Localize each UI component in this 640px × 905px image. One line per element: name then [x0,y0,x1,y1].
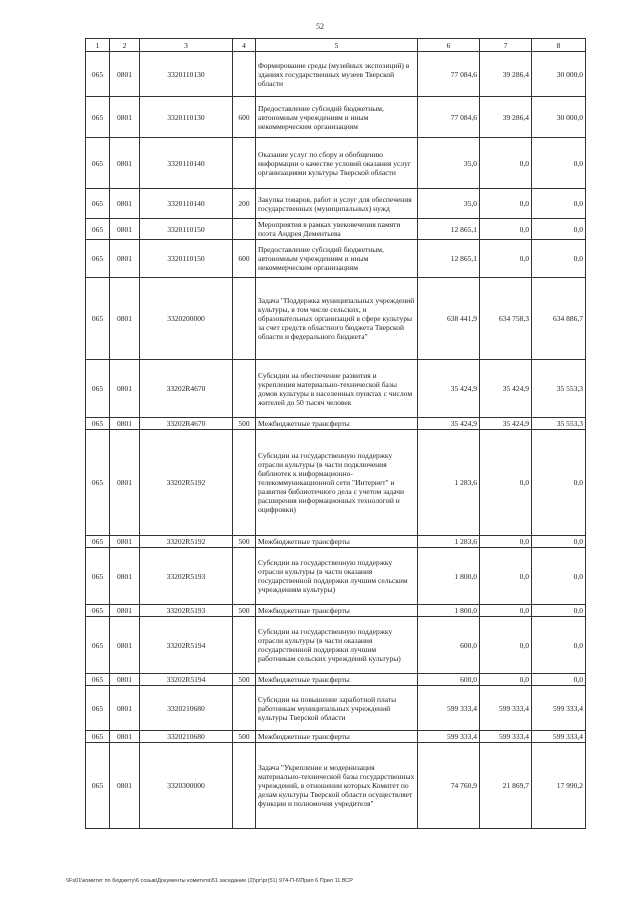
cell-amount-year1: 74 760,9 [418,743,480,829]
cell-amount-year3: 0,0 [532,548,586,605]
cell-section-code: 0801 [110,278,140,360]
cell-expense-type: 500 [233,418,256,430]
cell-target-article: 3320210680 [140,686,233,731]
table-row [86,548,586,605]
cell-amount-year3: 0,0 [532,219,586,240]
cell-expense-type [233,52,256,97]
table-row [86,189,586,219]
cell-target-article: 33202R5194 [140,674,233,686]
cell-section-code: 0801 [110,686,140,731]
cell-section-code: 0801 [110,548,140,605]
cell-amount-year2: 0,0 [480,674,532,686]
cell-amount-year3: 0,0 [532,240,586,278]
cell-section-code: 0801 [110,430,140,536]
cell-amount-year2: 599 333,4 [480,731,532,743]
cell-expense-type [233,430,256,536]
cell-target-article: 3320110140 [140,138,233,189]
cell-ministry-code: 065 [86,138,110,189]
cell-description: Предоставление субсидий бюджетным, автономным учреждениям и иным некоммерческим организациям [256,240,418,278]
cell-amount-year2: 39 286,4 [480,52,532,97]
table-row [86,605,586,617]
column-header: 7 [480,39,532,52]
cell-target-article: 33202R5193 [140,548,233,605]
cell-section-code: 0801 [110,138,140,189]
cell-ministry-code: 065 [86,548,110,605]
cell-amount-year2: 0,0 [480,138,532,189]
cell-section-code: 0801 [110,52,140,97]
table-row [86,731,586,743]
cell-section-code: 0801 [110,240,140,278]
cell-section-code: 0801 [110,674,140,686]
cell-description: Межбюджетные трансферты [256,674,418,686]
cell-amount-year2: 0,0 [480,240,532,278]
cell-ministry-code: 065 [86,278,110,360]
cell-description: Мероприятия в рамках увековечения памяти поэта Андрея Дементьева [256,219,418,240]
cell-target-article: 33202R5192 [140,430,233,536]
column-header: 6 [418,39,480,52]
cell-expense-type [233,548,256,605]
cell-amount-year3: 0,0 [532,536,586,548]
cell-target-article: 3320210680 [140,731,233,743]
cell-amount-year3: 17 990,2 [532,743,586,829]
cell-amount-year2: 35 424,9 [480,360,532,418]
cell-section-code: 0801 [110,97,140,138]
cell-amount-year1: 35,0 [418,138,480,189]
cell-ministry-code: 065 [86,536,110,548]
page-number: 52 [316,22,324,31]
cell-ministry-code: 065 [86,240,110,278]
cell-amount-year2: 21 869,7 [480,743,532,829]
table-row [86,278,586,360]
cell-ministry-code: 065 [86,430,110,536]
table-row [86,430,586,536]
cell-expense-type [233,743,256,829]
cell-expense-type: 500 [233,536,256,548]
table-row [86,686,586,731]
cell-expense-type: 500 [233,731,256,743]
cell-ministry-code: 065 [86,605,110,617]
cell-amount-year1: 599 333,4 [418,686,480,731]
cell-amount-year3: 30 000,0 [532,52,586,97]
column-header: 4 [233,39,256,52]
cell-target-article: 3320300000 [140,743,233,829]
cell-expense-type: 500 [233,674,256,686]
column-header: 5 [256,39,418,52]
cell-target-article: 3320110150 [140,240,233,278]
cell-amount-year2: 0,0 [480,548,532,605]
cell-amount-year2: 39 286,4 [480,97,532,138]
cell-amount-year3: 0,0 [532,674,586,686]
cell-target-article: 33202R5193 [140,605,233,617]
cell-target-article: 3320110140 [140,189,233,219]
cell-amount-year1: 35 424,9 [418,418,480,430]
cell-amount-year3: 0,0 [532,605,586,617]
cell-section-code: 0801 [110,536,140,548]
table-row [86,674,586,686]
cell-section-code: 0801 [110,605,140,617]
cell-expense-type [233,617,256,674]
cell-ministry-code: 065 [86,97,110,138]
cell-section-code: 0801 [110,219,140,240]
cell-ministry-code: 065 [86,52,110,97]
cell-amount-year1: 1 283,6 [418,430,480,536]
table-row [86,418,586,430]
cell-amount-year1: 35 424,9 [418,360,480,418]
cell-expense-type [233,360,256,418]
footer-file-path: \\Fs01\комитет по бюджету\6 созыв\Документы комитета\51 заседание (2)\рг\рг(51) 974-П-6\Прил 6 Прил 11 ВСР [66,878,353,884]
cell-amount-year2: 0,0 [480,536,532,548]
cell-amount-year3: 35 553,3 [532,360,586,418]
cell-ministry-code: 065 [86,731,110,743]
cell-ministry-code: 065 [86,674,110,686]
cell-amount-year1: 77 084,6 [418,97,480,138]
cell-section-code: 0801 [110,617,140,674]
cell-description: Субсидии на повышение заработной платы работникам муниципальных учреждений культуры Тверской области [256,686,418,731]
cell-amount-year1: 35,0 [418,189,480,219]
cell-description: Задача "Поддержка муниципальных учреждений культуры, в том числе сельских, и образовательных организаций в сфере культуры за счет средств областного бюджета Тверской области и федерального бюджета" [256,278,418,360]
cell-expense-type: 500 [233,605,256,617]
cell-amount-year1: 12 865,1 [418,240,480,278]
table-header-row [86,39,586,52]
cell-amount-year1: 600,0 [418,617,480,674]
cell-ministry-code: 065 [86,360,110,418]
cell-amount-year1: 600,0 [418,674,480,686]
cell-amount-year3: 0,0 [532,138,586,189]
cell-target-article: 33202R5192 [140,536,233,548]
cell-amount-year3: 634 886,7 [532,278,586,360]
cell-amount-year3: 0,0 [532,189,586,219]
cell-target-article: 3320110150 [140,219,233,240]
cell-ministry-code: 065 [86,219,110,240]
cell-expense-type [233,686,256,731]
cell-target-article: 33202R4670 [140,360,233,418]
cell-ministry-code: 065 [86,189,110,219]
cell-amount-year3: 35 553,3 [532,418,586,430]
cell-description: Межбюджетные трансферты [256,418,418,430]
cell-expense-type: 200 [233,189,256,219]
cell-expense-type: 600 [233,97,256,138]
cell-target-article: 33202R4670 [140,418,233,430]
cell-description: Субсидии на государственную поддержку отрасли культуры (в части оказания государственной поддержки лучшим сельским учреждениям культуры) [256,548,418,605]
table-row [86,617,586,674]
cell-section-code: 0801 [110,743,140,829]
cell-amount-year2: 0,0 [480,219,532,240]
cell-amount-year3: 599 333,4 [532,731,586,743]
table-row [86,360,586,418]
table-row [86,743,586,829]
cell-ministry-code: 065 [86,418,110,430]
table-row [86,138,586,189]
table-row [86,52,586,97]
cell-amount-year1: 638 441,9 [418,278,480,360]
cell-description: Задача "Укрепление и модернизация материально-технической базы государственных учреждений, в отношении которых Комитет по делам культуры Тверской области осуществляет функции и полномочия учредителя" [256,743,418,829]
cell-amount-year1: 1 283,6 [418,536,480,548]
cell-description: Межбюджетные трансферты [256,731,418,743]
cell-expense-type [233,278,256,360]
cell-ministry-code: 065 [86,686,110,731]
cell-expense-type: 600 [233,240,256,278]
cell-amount-year1: 77 084,6 [418,52,480,97]
budget-table [85,38,586,829]
cell-target-article: 3320200000 [140,278,233,360]
cell-description: Оказание услуг по сбору и обобщению информации о качестве условий оказания услуг организациями культуры Тверской области [256,138,418,189]
cell-description: Закупка товаров, работ и услуг для обеспечения государственных (муниципальных) нужд [256,189,418,219]
cell-ministry-code: 065 [86,743,110,829]
table-row [86,536,586,548]
cell-description: Формирование среды (музейных экспозиций) в зданиях государственных музеев Тверской области [256,52,418,97]
cell-section-code: 0801 [110,731,140,743]
cell-amount-year2: 0,0 [480,605,532,617]
column-header: 1 [86,39,110,52]
cell-description: Субсидии на обеспечение развития и укрепления материально-технической базы домов культуры в населенных пунктах с числом жителей до 50 тысяч человек [256,360,418,418]
cell-amount-year2: 599 333,4 [480,686,532,731]
cell-amount-year3: 0,0 [532,430,586,536]
cell-amount-year2: 0,0 [480,189,532,219]
cell-amount-year3: 30 000,0 [532,97,586,138]
cell-section-code: 0801 [110,418,140,430]
cell-target-article: 33202R5194 [140,617,233,674]
cell-amount-year1: 1 800,0 [418,605,480,617]
table-row [86,240,586,278]
column-header: 3 [140,39,233,52]
cell-section-code: 0801 [110,360,140,418]
column-header: 2 [110,39,140,52]
cell-amount-year1: 12 865,1 [418,219,480,240]
cell-description: Межбюджетные трансферты [256,536,418,548]
cell-description: Предоставление субсидий бюджетным, автономным учреждениям и иным некоммерческим организациям [256,97,418,138]
table-row [86,219,586,240]
cell-amount-year2: 0,0 [480,617,532,674]
cell-amount-year2: 0,0 [480,430,532,536]
cell-description: Межбюджетные трансферты [256,605,418,617]
cell-amount-year1: 599 333,4 [418,731,480,743]
table-row [86,97,586,138]
cell-description: Субсидии на государственную поддержку отрасли культуры (в части подключения библиотек к информационно-телекоммуникационной сети "Интернет" и развития библиотечного дела с учетом задачи расширения информационных технологий и оцифровки) [256,430,418,536]
cell-ministry-code: 065 [86,617,110,674]
cell-target-article: 3320110130 [140,52,233,97]
cell-expense-type [233,138,256,189]
cell-amount-year2: 634 758,3 [480,278,532,360]
cell-amount-year1: 1 800,0 [418,548,480,605]
cell-description: Субсидии на государственную поддержку отрасли культуры (в части оказания государственной поддержки лучшим работникам сельских учреждений культуры) [256,617,418,674]
cell-expense-type [233,219,256,240]
column-header: 8 [532,39,586,52]
cell-section-code: 0801 [110,189,140,219]
cell-amount-year2: 35 424,9 [480,418,532,430]
cell-amount-year3: 599 333,4 [532,686,586,731]
cell-target-article: 3320110130 [140,97,233,138]
cell-amount-year3: 0,0 [532,617,586,674]
